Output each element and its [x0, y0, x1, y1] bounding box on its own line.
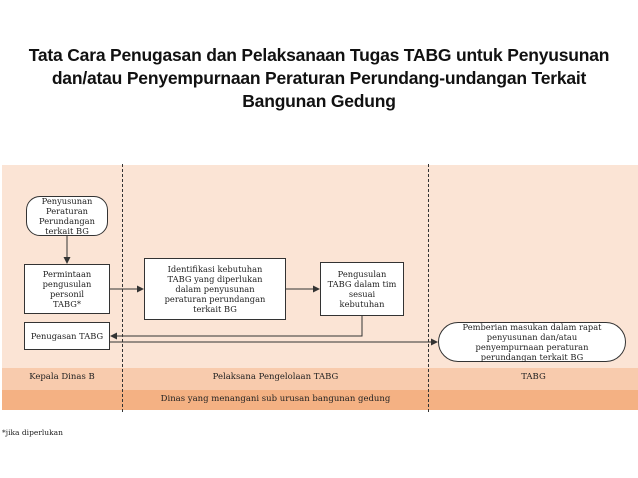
- title-line-2: dan/atau Penyempurnaan Peraturan Perundang-undangan Terkait: [51, 68, 587, 88]
- lane-label-kepala-dinas: Kepala Dinas B: [29, 372, 95, 382]
- lane-label-pelaksana: Pelaksana Pengelolaan TABG: [212, 372, 339, 382]
- provide-input-node: Pemberian masukan dalam rapat penyusunan dan/atau penyempurnaan peraturan perundangan terkait BG: [438, 322, 626, 362]
- footnote: *jika diperlukan: [2, 428, 63, 437]
- assign-tabg-node: Penugasan TABG: [24, 322, 110, 350]
- identify-needs-node: Identifikasi kebutuhan TABG yang diperlukan dalam penyusunan peraturan perundangan terkait BG: [144, 258, 286, 320]
- start-node: Penyusunan Peraturan Perundangan terkait BG: [26, 196, 108, 236]
- propose-tabg-node: Pengusulan TABG dalam tim sesuai kebutuhan: [320, 262, 404, 316]
- request-personnel-node: Permintaan pengusulan personil TABG*: [24, 264, 110, 314]
- lane-label-tabg: TABG: [521, 372, 546, 382]
- arrow-propose-to-assign: [111, 316, 362, 336]
- title-line-1: Tata Cara Penugasan dan Pelaksanaan Tugas TABG untuk Penyusunan: [28, 45, 610, 65]
- organization-label: Dinas yang menangani sub urusan bangunan gedung: [160, 394, 391, 404]
- title-line-3: Bangunan Gedung: [242, 91, 396, 111]
